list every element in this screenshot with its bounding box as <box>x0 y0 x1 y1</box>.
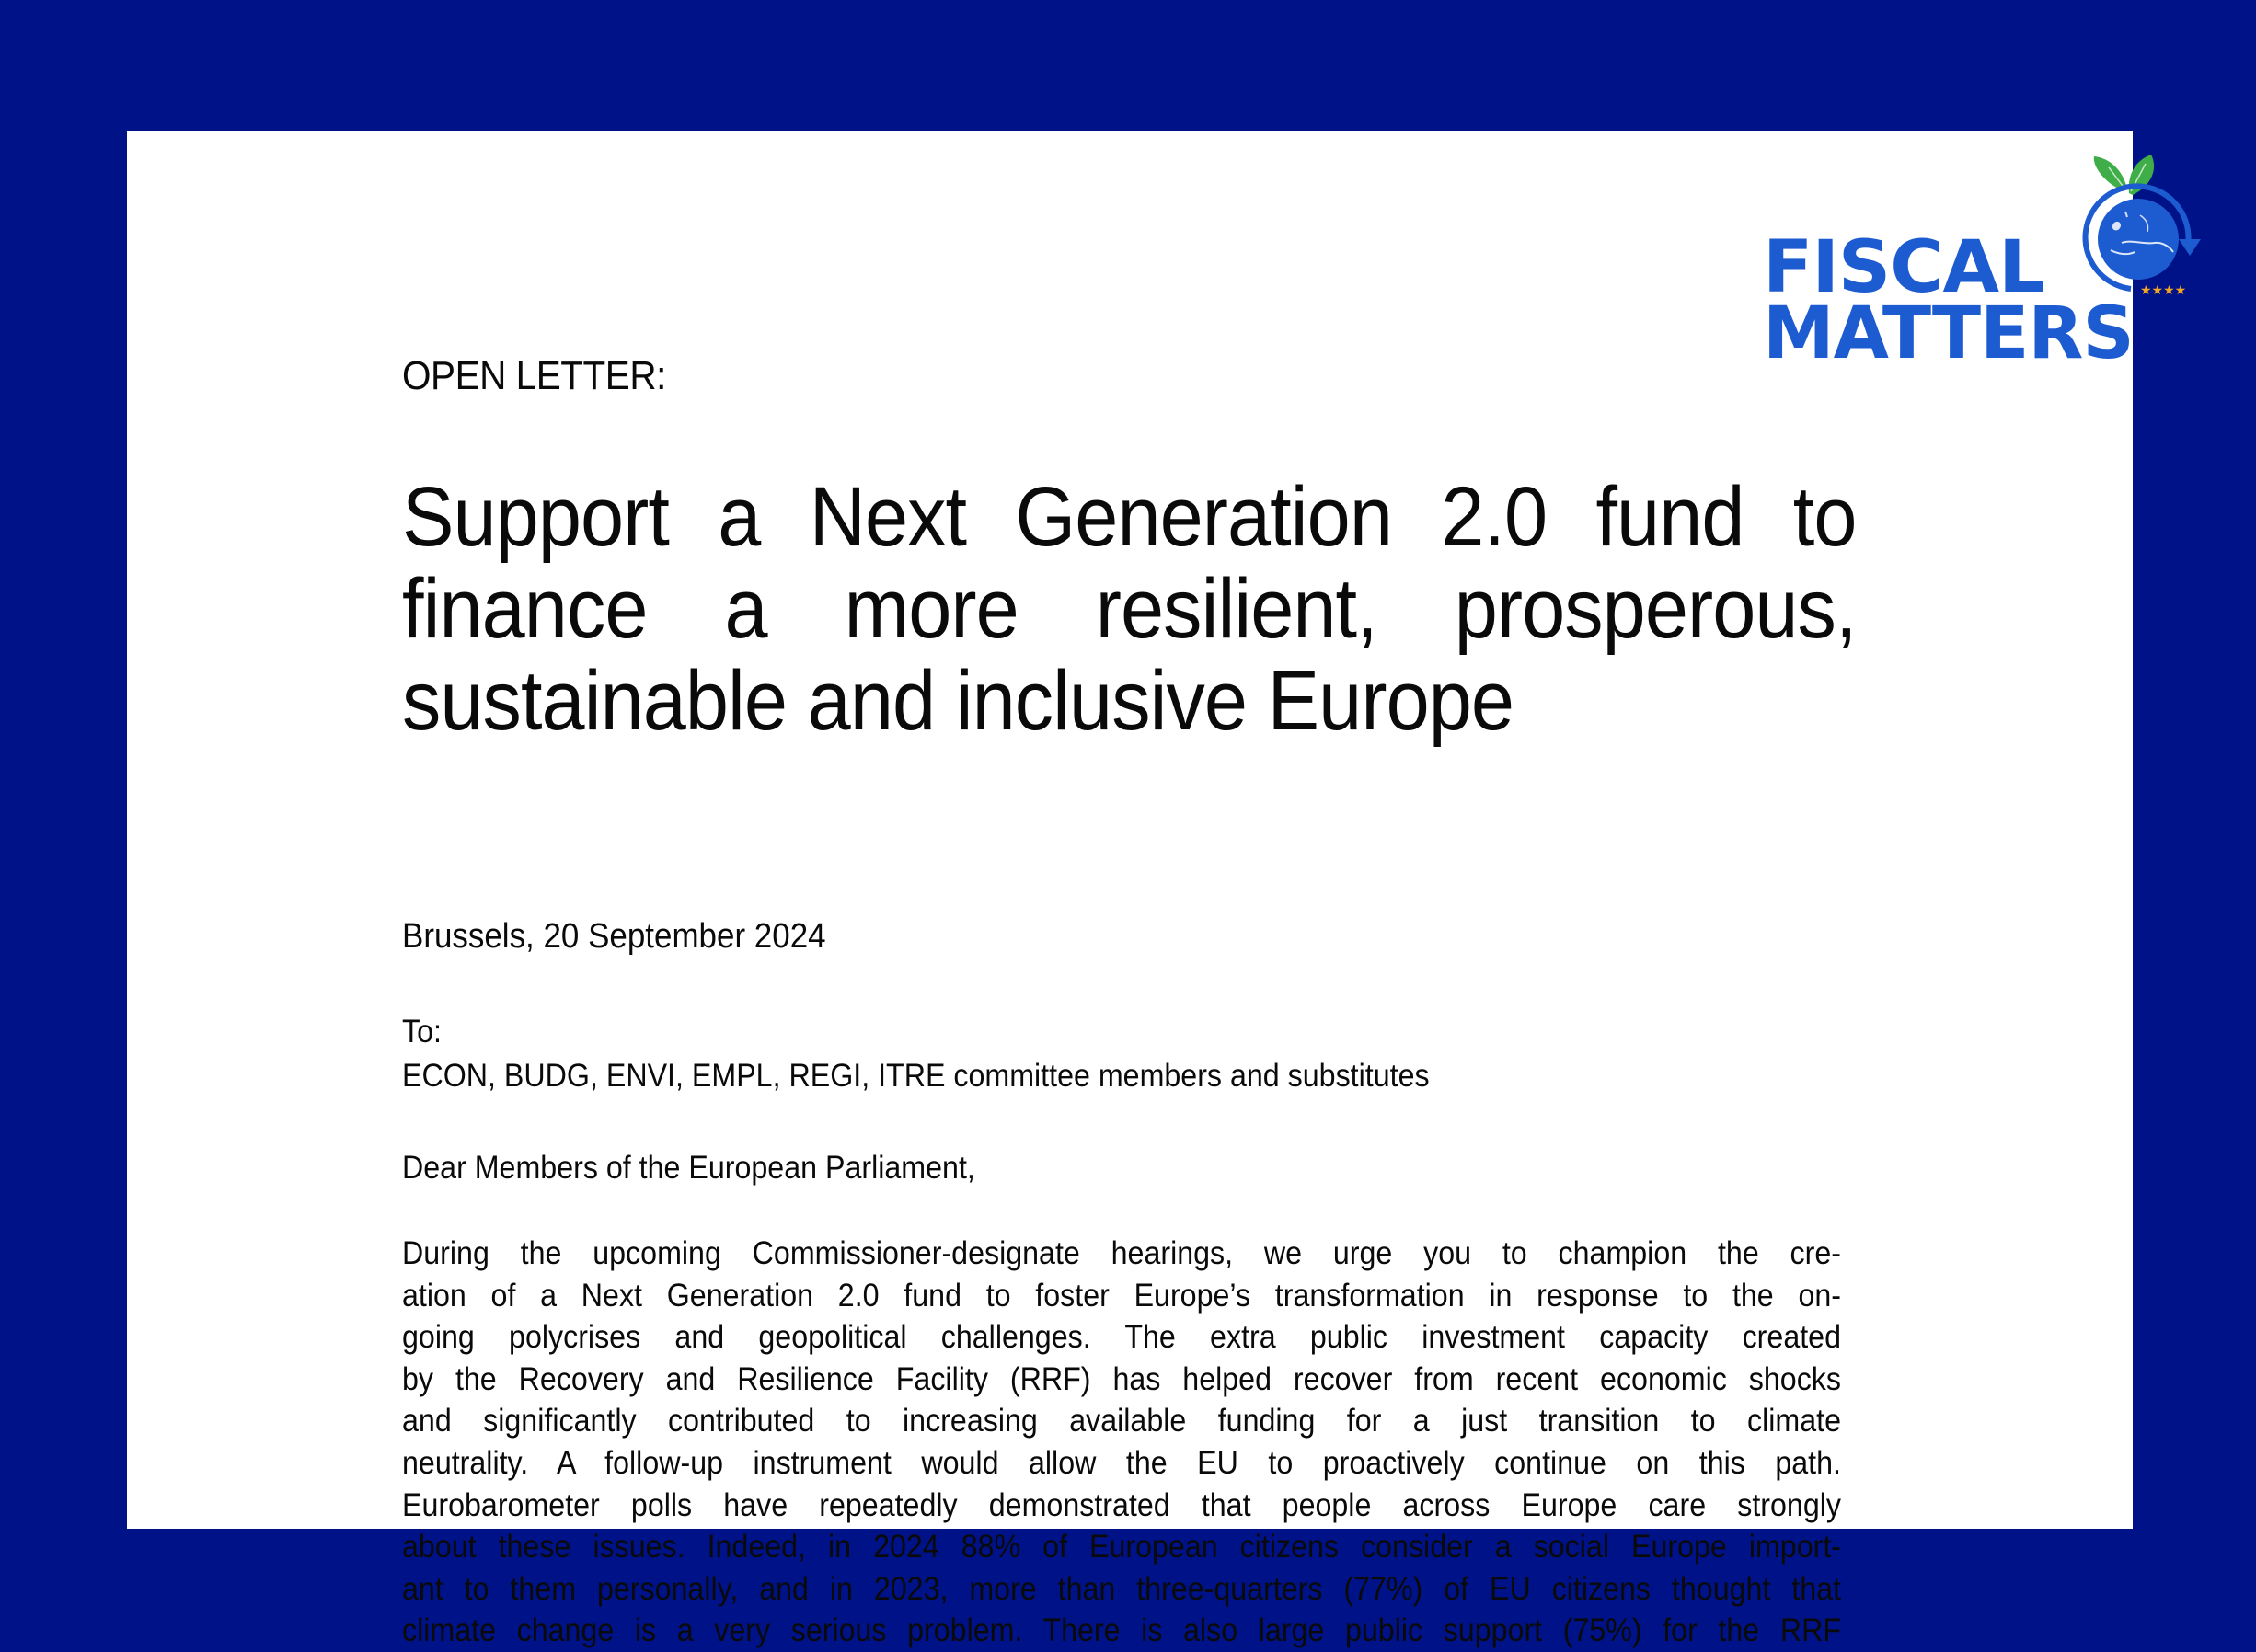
letter-page <box>127 131 2187 1649</box>
title-line: Support a Next Generation 2.0 fund to <box>402 470 1857 564</box>
body-line: about these issues. Indeed, in 2024 88% of European citizens consider a social Europe import- <box>402 1529 1841 1566</box>
body-line: climate change is a very serious problem. There is also large public support (75%) for the RRF <box>402 1612 1841 1649</box>
recipients: ECON, BUDG, ENVI, EMPL, REGI, ITRE committee members and substitutes <box>402 1058 1430 1094</box>
body-line: Eurobarometer polls have repeatedly demonstrated that people across Europe care strongly <box>402 1486 1841 1523</box>
title-line: sustainable and inclusive Europe <box>402 654 1514 748</box>
body-line: and significantly contributed to increasing available funding for a just transition to climate <box>402 1403 1841 1440</box>
letter-title <box>402 471 1857 747</box>
open-letter-label: OPEN LETTER: <box>402 353 666 398</box>
body-line: going polycrises and geopolitical challenges. The extra public investment capacity created <box>402 1319 1841 1356</box>
body-line: ant to them personally, and in 2023, more than three-quarters (77%) of EU citizens thought that <box>402 1570 1841 1607</box>
title-line: finance a more resilient, prosperous, <box>402 562 1857 656</box>
body-line: ation of a Next Generation 2.0 fund to foster Europe’s transformation in response to the on- <box>402 1277 1841 1314</box>
letter-date: Brussels, 20 September 2024 <box>402 917 826 956</box>
globe-europe-leaves-icon <box>2066 155 2204 302</box>
salutation: Dear Members of the European Parliament, <box>402 1150 975 1186</box>
logo-text-matters: MATTERS <box>1763 293 2134 375</box>
body-line: by the Recovery and Resilience Facility (RRF) has helped recover from recent economic shocks <box>402 1360 1841 1397</box>
body-paragraph <box>402 1233 1841 1652</box>
body-line: neutrality. A follow-up instrument would allow the EU to proactively continue on this path. <box>402 1444 1841 1481</box>
fiscal-matters-logo <box>1763 155 2214 375</box>
body-line: During the upcoming Commissioner-designate hearings, we urge you to champion the cre- <box>402 1235 1841 1271</box>
svg-text:★★★★: ★★★★ <box>2140 283 2187 298</box>
logo-text-fiscal: FISCAL <box>1763 226 2044 309</box>
to-label: To: <box>402 1014 442 1050</box>
